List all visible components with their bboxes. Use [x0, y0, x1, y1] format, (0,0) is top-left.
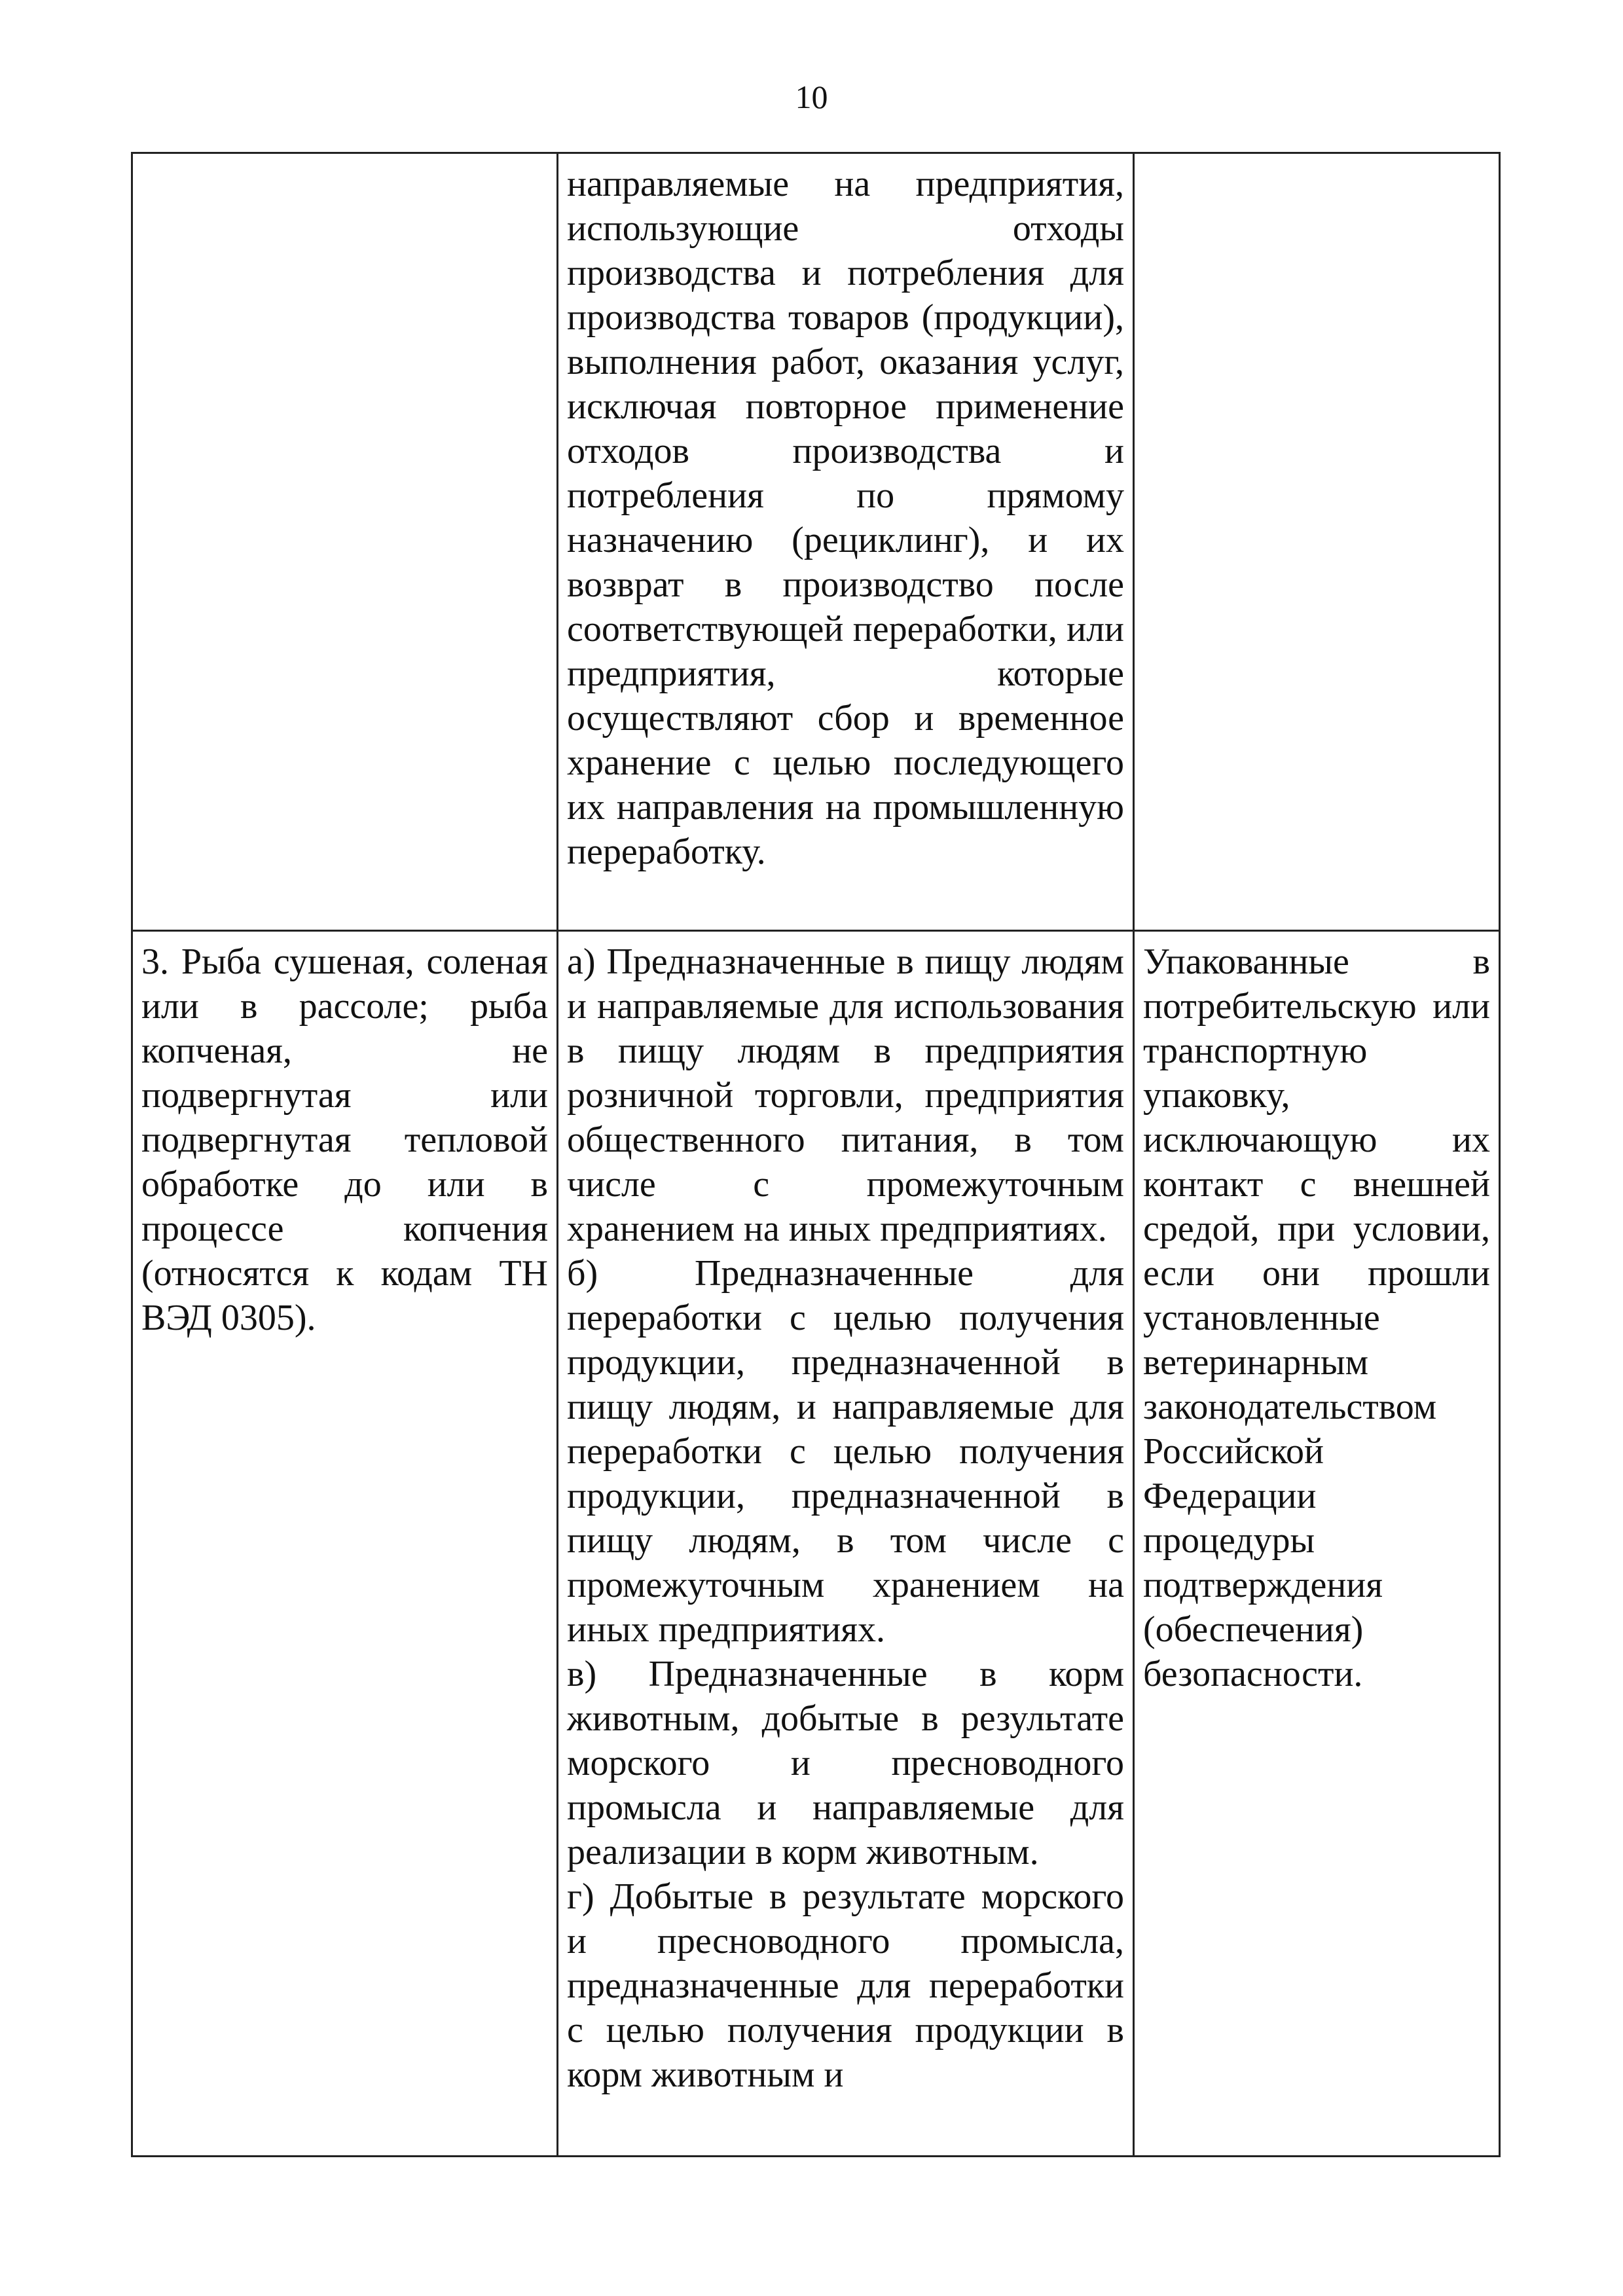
- table-cell-purpose: [558, 931, 1134, 2157]
- regulation-table: [131, 152, 1501, 2157]
- purpose-item-g: г) Добытые в результате морского и пресноводного промысла, предназначенные для переработки с целью получения продукции в корм животным и: [567, 1876, 1124, 2095]
- table-row: [132, 153, 1500, 931]
- table-row: [132, 931, 1500, 2157]
- table-cell-conditions: [1134, 153, 1500, 931]
- purpose-item-a: а) Предназначенные в пищу людям и направляемые для использования в пищу людям в предприятия розничной торговли, предприятия общественного питания, в том числе с промежуточным хранением на иных предприятиях.: [567, 941, 1124, 1249]
- purpose-text: направляемые на предприятия, использующие отходы производства и потребления для производства товаров (продукции), выполнения работ, оказания услуг, исключая повторное применение отходов производства и потребления по прямому назначению (рециклинг), и их возврат в производство после соответствующей переработки, или предприятия, которые осуществляют сбор и временное хранение с целью последующего их направления на промышленную переработку.: [567, 164, 1124, 872]
- table-cell-product: [132, 153, 558, 931]
- conditions-text: Упакованные в потребительскую или транспортную упаковку, исключающую их контакт с внешней средой, при условии, если они прошли установленные ветеринарным законодательством Российской Федерации процедуры подтверждения (обеспечения) безопасности.: [1143, 941, 1490, 1694]
- purpose-item-b: б) Предназначенные для переработки с целью получения продукции, предназначенной в пищу людям, и направляемые для переработки с целью получения продукции, предназначенной в пищу людям, в том числе с промежуточным хранением на иных предприятиях.: [567, 1253, 1124, 1650]
- purpose-item-v: в) Предназначенные в корм животным, добытые в результате морского и пресноводного промысла и направляемые для реализации в корм животным.: [567, 1654, 1124, 1872]
- table-cell-purpose: [558, 153, 1134, 931]
- product-description: 3. Рыба сушеная, соленая или в рассоле; рыба копченая, не подвергнутая или подвергнутая тепловой обработке до или в процессе копчения (относятся к кодам ТН ВЭД 0305).: [141, 941, 548, 1338]
- table-cell-conditions: [1134, 931, 1500, 2157]
- table-cell-product: [132, 931, 558, 2157]
- page-number: 10: [795, 79, 828, 115]
